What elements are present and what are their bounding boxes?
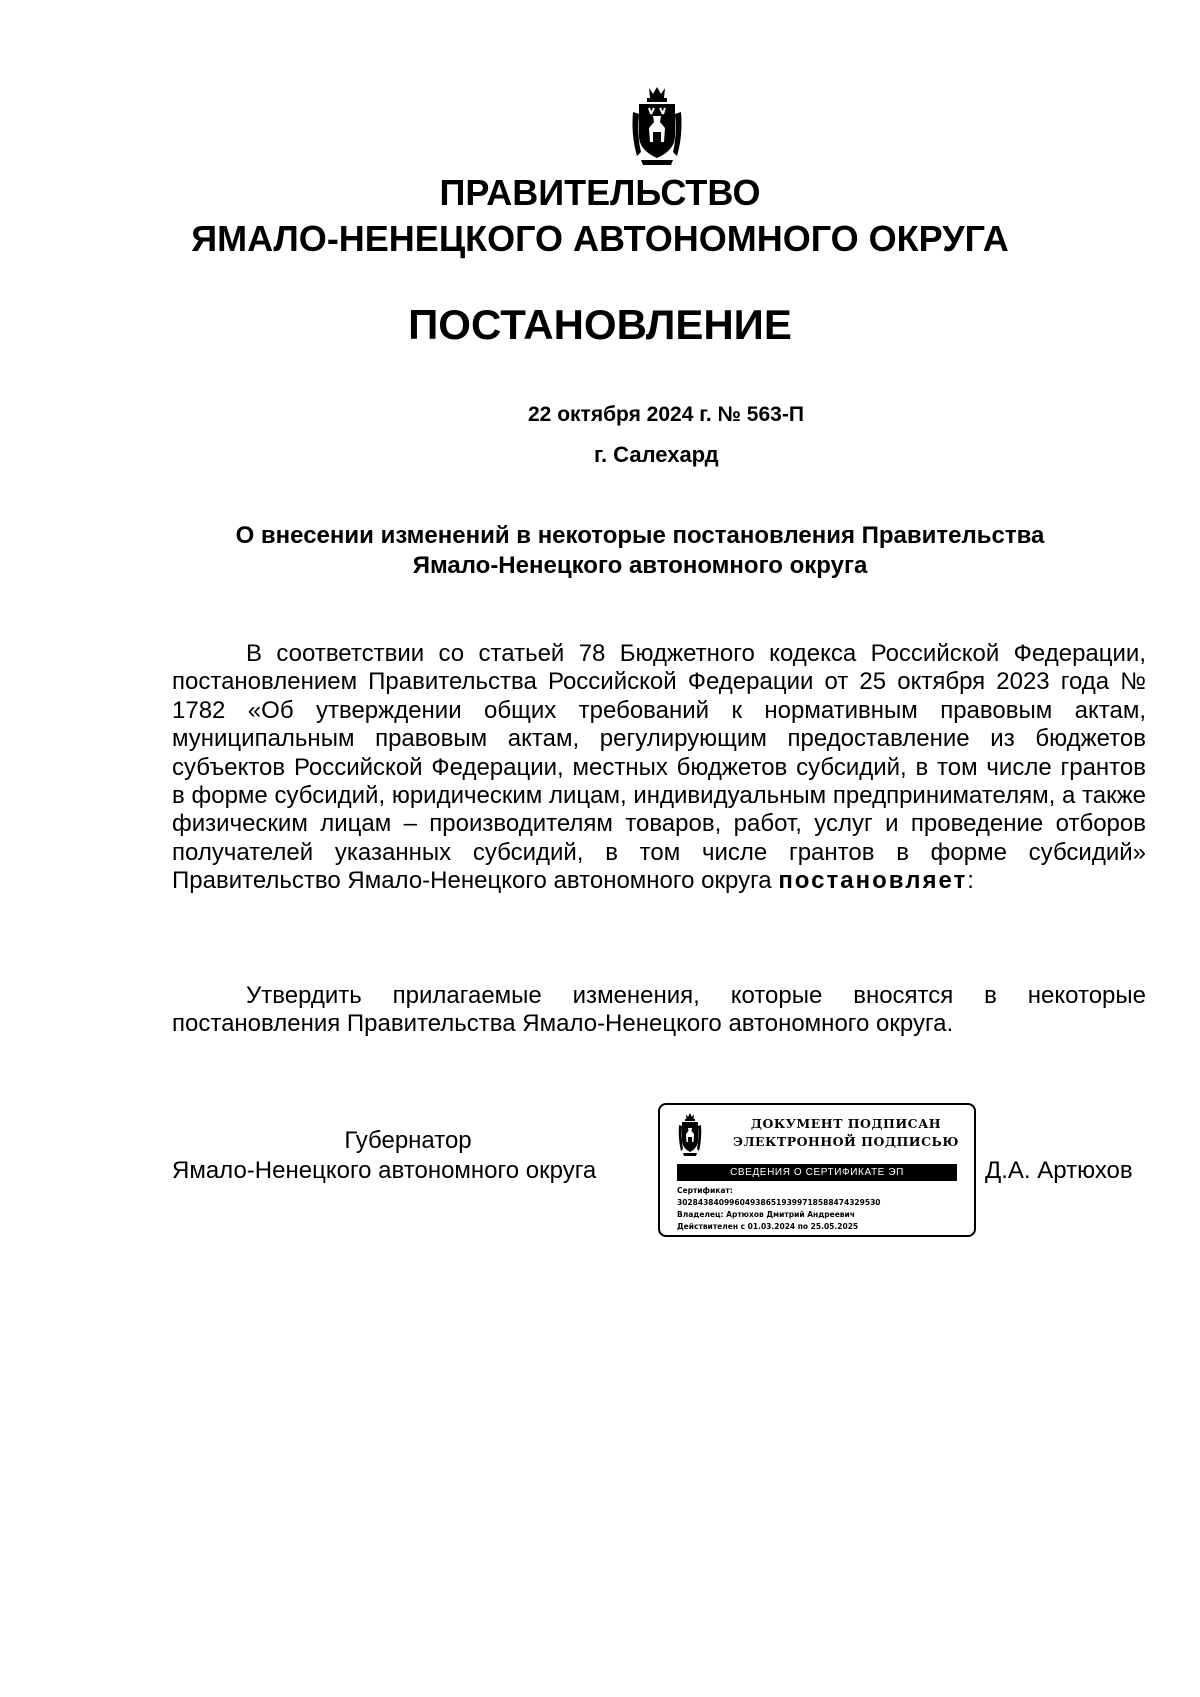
resolves-colon: :	[967, 867, 974, 895]
body-paragraph-1	[172, 640, 1146, 896]
subject-line-1: О внесении изменений в некоторые постановления Правительства	[235, 522, 1045, 549]
signer-name: Д.А. Артюхов	[985, 1157, 1133, 1184]
government-title	[0, 170, 1200, 262]
resolves-word: постановляет	[778, 867, 968, 895]
document-subject	[150, 521, 1130, 581]
certificate-info-bar: СВЕДЕНИЯ О СЕРТИФИКАТЕ ЭП	[677, 1164, 957, 1181]
certificate-validity: Действителен с 01.03.2024 по 25.05.2025	[677, 1222, 859, 1231]
stamp-emblem-icon	[678, 1113, 702, 1157]
city: г. Салехард	[594, 442, 719, 467]
coat-of-arms-emblem	[631, 86, 683, 166]
signer-position-line-1: Губернатор	[344, 1127, 472, 1154]
stamp-title	[726, 1115, 966, 1151]
certificate-owner: Владелец: Артюхов Дмитрий Андреевич	[677, 1210, 855, 1219]
document-type: ПОСТАНОВЛЕНИЕ	[408, 301, 792, 348]
subject-line-2: Ямало-Ненецкого автономного округа	[412, 552, 868, 579]
stamp-title-line-1: ДОКУМЕНТ ПОДПИСАН	[750, 1116, 942, 1131]
paragraph-1-text: В соответствии со статьей 78 Бюджетного кодекса Российской Федерации, постановлением Правительства Российской Федерации от 25 октября 2023 года № 1782 «Об утверждении общих требований к нормативным правовым актам, муниципальным правовым актам, регулирующим предоставление из бюджетов субъектов Российской Федерации, местных бюджетов субсидий, в том числе грантов в форме субсидий, юридическим лицам, индивидуальным предпринимателям, а также физическим лицам – производителям товаров, работ, услуг и проведение отборов получателей указанных субсидий, в том числе грантов в форме субсидий» Правительство Ямало-Ненецкого автономного округа	[172, 640, 1146, 895]
date-and-number: 22 октября 2024 г. № 563-П	[528, 403, 804, 426]
stamp-title-line-2: ЭЛЕКТРОННОЙ ПОДПИСЬЮ	[733, 1134, 959, 1149]
organization-line-1: ПРАВИТЕЛЬСТВО	[439, 172, 761, 213]
organization-line-2: ЯМАЛО-НЕНЕЦКОГО АВТОНОМНОГО ОКРУГА	[191, 218, 1009, 259]
certificate-details	[677, 1185, 967, 1233]
signer-position	[172, 1126, 642, 1186]
body-paragraph-2: Утвердить прилагаемые изменения, которые вносятся в некоторые постановления Правительства Ямало-Ненецкого автономного округа.	[172, 982, 1146, 1038]
signer-position-line-2: Ямало-Ненецкого автономного округа	[172, 1157, 597, 1184]
certificate-value: 302843840996049386519399718588474329530	[677, 1198, 881, 1207]
certificate-label: Сертификат:	[677, 1186, 733, 1195]
electronic-signature-stamp	[658, 1103, 976, 1237]
